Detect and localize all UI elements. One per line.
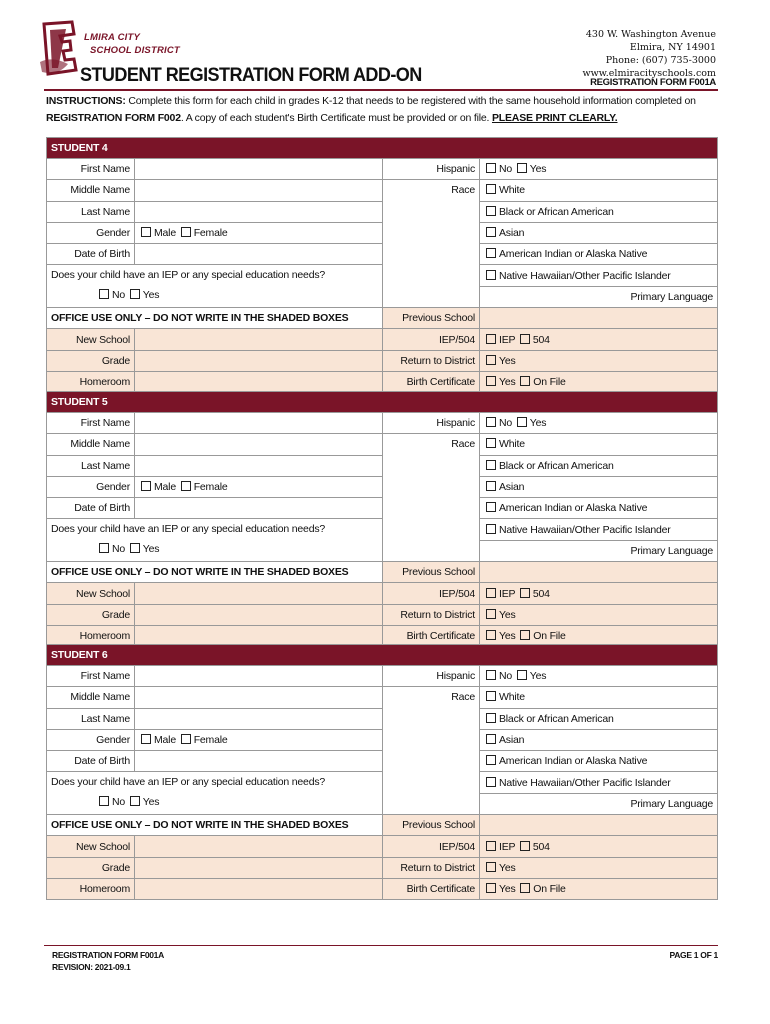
gender-options xyxy=(135,476,383,497)
race-white-label: White xyxy=(499,691,525,704)
no-label: No xyxy=(499,163,513,176)
female-label: Female xyxy=(193,734,228,747)
gender-male-checkbox[interactable] xyxy=(141,227,151,237)
page-title: STUDENT REGISTRATION FORM ADD-ON xyxy=(80,65,422,86)
hispanic-no-checkbox[interactable] xyxy=(486,417,496,427)
first-name-field[interactable] xyxy=(135,666,383,687)
504-label: 504 xyxy=(532,333,550,346)
yes-label: Yes xyxy=(499,376,516,389)
office-504-checkbox[interactable] xyxy=(520,841,530,851)
office-iep-checkbox[interactable] xyxy=(486,334,496,344)
female-label: Female xyxy=(193,481,228,494)
race-asian-label: Asian xyxy=(499,481,525,494)
504-label: 504 xyxy=(532,587,550,600)
previous-school-label: Previous School xyxy=(383,308,480,329)
office-iep-checkbox[interactable] xyxy=(486,841,496,851)
header-divider xyxy=(44,89,718,91)
no-label: No xyxy=(499,670,513,683)
gender-label: Gender xyxy=(47,729,135,750)
iep-question-text: Does your child have an IEP or any special education needs? xyxy=(51,523,326,536)
iep504-label: IEP/504 xyxy=(383,329,480,350)
birth-cert-yes-checkbox[interactable] xyxy=(486,630,496,640)
race-american-indian-label: American Indian or Alaska Native xyxy=(499,755,648,768)
address-city: Elmira, NY 14901 xyxy=(629,42,716,53)
footer-revision: REVISION: 2021-09.1 xyxy=(52,962,131,972)
yes-label: Yes xyxy=(142,796,160,809)
race-hawaiian-label: Native Hawaiian/Other Pacific Islander xyxy=(499,269,671,282)
primary-language-label: Primary Language xyxy=(480,540,718,561)
iep-question-text: Does your child have an IEP or any special education needs? xyxy=(51,269,326,282)
no-label: No xyxy=(112,289,126,302)
yes-label: Yes xyxy=(142,543,160,556)
first-name-label: First Name xyxy=(47,413,135,434)
middle-name-field[interactable] xyxy=(135,687,383,708)
race-white-label: White xyxy=(499,184,525,197)
race-option-hawaiian xyxy=(480,265,718,286)
form-id: REGISTRATION FORM F001A xyxy=(590,77,716,88)
district-logo xyxy=(38,20,78,78)
address-street: 430 W. Washington Avenue xyxy=(585,29,716,40)
iep504-options xyxy=(480,329,718,350)
iep-label: IEP xyxy=(499,587,516,600)
new-school-field[interactable] xyxy=(135,329,383,350)
race-label-cell xyxy=(383,434,480,562)
race-hawaiian-checkbox[interactable] xyxy=(486,270,496,280)
student-section xyxy=(46,644,718,900)
last-name-field[interactable] xyxy=(135,708,383,729)
dob-field[interactable] xyxy=(135,498,383,519)
student-heading: STUDENT 5 xyxy=(47,392,718,413)
male-label: Male xyxy=(154,734,176,747)
race-black-label: Black or African American xyxy=(499,205,614,218)
race-label: Race xyxy=(451,184,475,197)
primary-language-label: Primary Language xyxy=(480,793,718,814)
birth-cert-yes-checkbox[interactable] xyxy=(486,376,496,386)
race-option-american-indian xyxy=(480,751,718,772)
hispanic-yes-checkbox[interactable] xyxy=(517,417,527,427)
yes-label: Yes xyxy=(499,883,516,896)
race-white-checkbox[interactable] xyxy=(486,691,496,701)
primary-language-label: Primary Language xyxy=(480,286,718,307)
hispanic-no-checkbox[interactable] xyxy=(486,163,496,173)
race-american-indian-label: American Indian or Alaska Native xyxy=(499,248,648,261)
first-name-field[interactable] xyxy=(135,413,383,434)
race-option-black xyxy=(480,201,718,222)
iep504-options xyxy=(480,583,718,604)
race-option-asian xyxy=(480,222,718,243)
return-district-options xyxy=(480,350,718,371)
dob-label: Date of Birth xyxy=(47,244,135,265)
race-label: Race xyxy=(451,438,475,451)
iep504-options xyxy=(480,836,718,857)
student-section xyxy=(46,391,718,647)
race-option-american-indian xyxy=(480,244,718,265)
new-school-label: New School xyxy=(47,836,135,857)
race-black-checkbox[interactable] xyxy=(486,460,496,470)
page-number: PAGE 1 OF 1 xyxy=(669,950,718,960)
homeroom-label: Homeroom xyxy=(47,371,135,392)
iep-question xyxy=(47,772,383,815)
instructions-form-ref: REGISTRATION FORM F002 xyxy=(46,112,181,124)
race-label-cell xyxy=(383,687,480,815)
race-option-white xyxy=(480,180,718,201)
male-label: Male xyxy=(154,227,176,240)
new-school-label: New School xyxy=(47,329,135,350)
hispanic-label: Hispanic xyxy=(383,159,480,180)
race-white-label: White xyxy=(499,438,525,451)
race-asian-label: Asian xyxy=(499,734,525,747)
gender-male-checkbox[interactable] xyxy=(141,481,151,491)
race-option-white xyxy=(480,687,718,708)
hispanic-yes-checkbox[interactable] xyxy=(517,670,527,680)
gender-options xyxy=(135,729,383,750)
hispanic-label: Hispanic xyxy=(383,666,480,687)
on-file-label: On File xyxy=(533,376,566,389)
student-heading: STUDENT 6 xyxy=(47,645,718,666)
dob-field[interactable] xyxy=(135,244,383,265)
iep-question xyxy=(47,519,383,562)
no-label: No xyxy=(112,543,126,556)
middle-name-field[interactable] xyxy=(135,434,383,455)
gender-female-checkbox[interactable] xyxy=(181,734,191,744)
race-white-checkbox[interactable] xyxy=(486,438,496,448)
grade-field[interactable] xyxy=(135,350,383,371)
grade-field[interactable] xyxy=(135,857,383,878)
print-clearly-note: PLEASE PRINT CLEARLY. xyxy=(491,112,618,124)
race-hawaiian-label: Native Hawaiian/Other Pacific Islander xyxy=(499,776,671,789)
hispanic-label: Hispanic xyxy=(383,413,480,434)
office-use-heading: OFFICE USE ONLY – DO NOT WRITE IN THE SHADED BOXES xyxy=(47,308,383,329)
race-option-black xyxy=(480,455,718,476)
female-label: Female xyxy=(193,227,228,240)
return-district-label: Return to District xyxy=(383,604,480,625)
return-district-label: Return to District xyxy=(383,350,480,371)
first-name-field[interactable] xyxy=(135,159,383,180)
race-black-checkbox[interactable] xyxy=(486,713,496,723)
birth-certificate-options xyxy=(480,371,718,392)
iep-yes-checkbox[interactable] xyxy=(130,289,140,299)
race-option-hawaiian xyxy=(480,772,718,793)
race-black-label: Black or African American xyxy=(499,712,614,725)
birth-certificate-label: Birth Certificate xyxy=(383,625,480,646)
instructions xyxy=(46,93,736,127)
no-label: No xyxy=(112,796,126,809)
yes-label: Yes xyxy=(499,861,516,874)
yes-label: Yes xyxy=(499,608,516,621)
race-asian-checkbox[interactable] xyxy=(486,227,496,237)
office-use-heading: OFFICE USE ONLY – DO NOT WRITE IN THE SHADED BOXES xyxy=(47,562,383,583)
previous-school-label: Previous School xyxy=(383,562,480,583)
instructions-label: INSTRUCTIONS: xyxy=(46,95,126,107)
student-heading: STUDENT 4 xyxy=(47,138,718,159)
return-yes-checkbox[interactable] xyxy=(486,355,496,365)
middle-name-label: Middle Name xyxy=(47,687,135,708)
gender-label: Gender xyxy=(47,476,135,497)
race-black-checkbox[interactable] xyxy=(486,206,496,216)
gender-female-checkbox[interactable] xyxy=(181,227,191,237)
iep-question xyxy=(47,265,383,308)
middle-name-label: Middle Name xyxy=(47,180,135,201)
return-district-options xyxy=(480,857,718,878)
hispanic-options xyxy=(480,413,718,434)
race-hawaiian-checkbox[interactable] xyxy=(486,777,496,787)
hispanic-no-checkbox[interactable] xyxy=(486,670,496,680)
race-asian-checkbox[interactable] xyxy=(486,734,496,744)
yes-label: Yes xyxy=(142,289,160,302)
grade-label: Grade xyxy=(47,857,135,878)
middle-name-field[interactable] xyxy=(135,180,383,201)
footer-divider xyxy=(44,945,718,946)
yes-label: Yes xyxy=(499,354,516,367)
race-hawaiian-label: Native Hawaiian/Other Pacific Islander xyxy=(499,523,671,536)
race-option-asian xyxy=(480,476,718,497)
race-american-indian-label: American Indian or Alaska Native xyxy=(499,502,648,515)
birth-cert-on-file-checkbox[interactable] xyxy=(520,883,530,893)
birth-cert-on-file-checkbox[interactable] xyxy=(520,376,530,386)
race-option-american-indian xyxy=(480,498,718,519)
homeroom-label: Homeroom xyxy=(47,878,135,899)
race-label: Race xyxy=(451,691,475,704)
male-label: Male xyxy=(154,481,176,494)
on-file-label: On File xyxy=(533,883,566,896)
grade-label: Grade xyxy=(47,350,135,371)
no-label: No xyxy=(499,417,513,430)
iep-label: IEP xyxy=(499,840,516,853)
grade-field[interactable] xyxy=(135,604,383,625)
on-file-label: On File xyxy=(533,630,566,643)
race-option-hawaiian xyxy=(480,519,718,540)
iep504-label: IEP/504 xyxy=(383,836,480,857)
race-hawaiian-checkbox[interactable] xyxy=(486,524,496,534)
middle-name-label: Middle Name xyxy=(47,434,135,455)
district-address xyxy=(583,28,716,80)
student-section xyxy=(46,137,718,393)
last-name-field[interactable] xyxy=(135,455,383,476)
iep-label: IEP xyxy=(499,333,516,346)
yes-label: Yes xyxy=(529,163,547,176)
district-name: LMIRA CITY SCHOOL DISTRICT xyxy=(84,32,180,56)
race-white-checkbox[interactable] xyxy=(486,184,496,194)
iep-question-text: Does your child have an IEP or any special education needs? xyxy=(51,776,326,789)
hispanic-yes-checkbox[interactable] xyxy=(517,163,527,173)
gender-female-checkbox[interactable] xyxy=(181,481,191,491)
birth-certificate-label: Birth Certificate xyxy=(383,371,480,392)
hispanic-options xyxy=(480,666,718,687)
iep-yes-checkbox[interactable] xyxy=(130,796,140,806)
iep504-label: IEP/504 xyxy=(383,583,480,604)
gender-options xyxy=(135,222,383,243)
hispanic-options xyxy=(480,159,718,180)
office-504-checkbox[interactable] xyxy=(520,588,530,598)
first-name-label: First Name xyxy=(47,159,135,180)
new-school-field[interactable] xyxy=(135,583,383,604)
new-school-field[interactable] xyxy=(135,836,383,857)
birth-cert-yes-checkbox[interactable] xyxy=(486,883,496,893)
504-label: 504 xyxy=(532,840,550,853)
return-district-options xyxy=(480,604,718,625)
last-name-label: Last Name xyxy=(47,201,135,222)
dob-field[interactable] xyxy=(135,751,383,772)
previous-school-field[interactable] xyxy=(480,815,718,836)
new-school-label: New School xyxy=(47,583,135,604)
race-american-indian-checkbox[interactable] xyxy=(486,755,496,765)
race-black-label: Black or African American xyxy=(499,459,614,472)
office-use-heading: OFFICE USE ONLY – DO NOT WRITE IN THE SHADED BOXES xyxy=(47,815,383,836)
gender-male-checkbox[interactable] xyxy=(141,734,151,744)
instructions-text-2: . A copy of each student's Birth Certificate must be provided or on file. xyxy=(180,112,492,124)
grade-label: Grade xyxy=(47,604,135,625)
homeroom-field[interactable] xyxy=(135,371,383,392)
race-option-asian xyxy=(480,729,718,750)
birth-certificate-options xyxy=(480,878,718,899)
first-name-label: First Name xyxy=(47,666,135,687)
yes-label: Yes xyxy=(499,630,516,643)
address-phone: Phone: (607) 735-3000 xyxy=(605,55,716,66)
previous-school-field[interactable] xyxy=(480,308,718,329)
previous-school-field[interactable] xyxy=(480,562,718,583)
last-name-label: Last Name xyxy=(47,455,135,476)
race-american-indian-checkbox[interactable] xyxy=(486,248,496,258)
office-504-checkbox[interactable] xyxy=(520,334,530,344)
birth-certificate-label: Birth Certificate xyxy=(383,878,480,899)
address-website: www.elmiracityschools.com xyxy=(582,68,716,79)
last-name-label: Last Name xyxy=(47,708,135,729)
birth-cert-on-file-checkbox[interactable] xyxy=(520,630,530,640)
iep-yes-checkbox[interactable] xyxy=(130,543,140,553)
office-iep-checkbox[interactable] xyxy=(486,588,496,598)
instructions-text-1: Complete this form for each child in grades K-12 that needs to be registered with the same household information completed on xyxy=(125,95,696,107)
footer-form-id: REGISTRATION FORM F001A xyxy=(52,950,164,960)
race-option-white xyxy=(480,434,718,455)
yes-label: Yes xyxy=(529,670,547,683)
race-asian-checkbox[interactable] xyxy=(486,481,496,491)
homeroom-label: Homeroom xyxy=(47,625,135,646)
iep-no-checkbox[interactable] xyxy=(99,796,109,806)
race-american-indian-checkbox[interactable] xyxy=(486,502,496,512)
race-option-black xyxy=(480,708,718,729)
race-asian-label: Asian xyxy=(499,227,525,240)
iep-no-checkbox[interactable] xyxy=(99,543,109,553)
dob-label: Date of Birth xyxy=(47,498,135,519)
homeroom-field[interactable] xyxy=(135,878,383,899)
last-name-field[interactable] xyxy=(135,201,383,222)
return-yes-checkbox[interactable] xyxy=(486,862,496,872)
dob-label: Date of Birth xyxy=(47,751,135,772)
yes-label: Yes xyxy=(529,417,547,430)
race-label-cell xyxy=(383,180,480,308)
previous-school-label: Previous School xyxy=(383,815,480,836)
gender-label: Gender xyxy=(47,222,135,243)
iep-no-checkbox[interactable] xyxy=(99,289,109,299)
return-yes-checkbox[interactable] xyxy=(486,609,496,619)
return-district-label: Return to District xyxy=(383,857,480,878)
